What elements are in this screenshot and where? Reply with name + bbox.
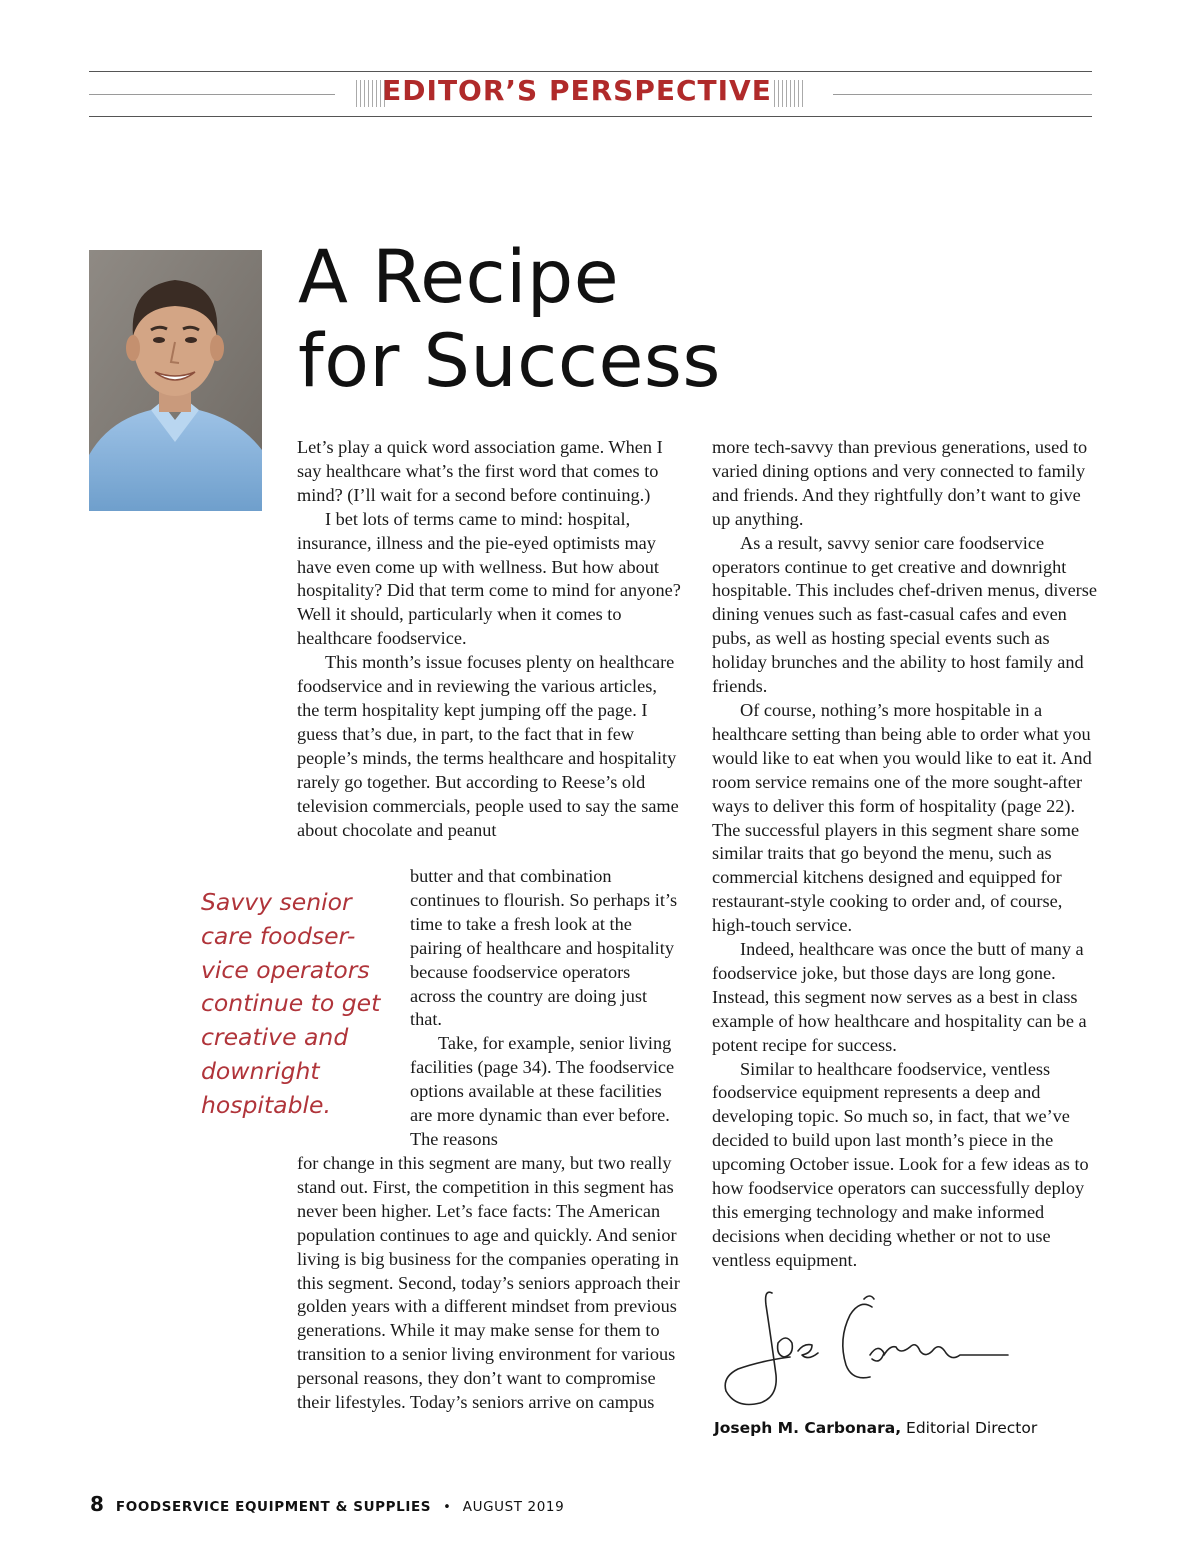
paragraph: for change in this segment are many, but two really stand out. First, the competition in this segment has never been higher. Let’s face facts: The American population continues to age and quickly. And senior living is big business for the companies operating in this segment. Second, today’s seniors approach their golden years with a different mindset from previous generations. While it may make sense for them to transition to a senior living environment for various personal reasons, they don’t want to compromise their lifestyles. Today’s seniors arrive on campus [297, 1153, 680, 1413]
header-ticks-right [774, 80, 803, 107]
page-footer [90, 1492, 564, 1516]
editor-title: Editorial Director [901, 1419, 1038, 1437]
body-column-left-narrow [410, 865, 678, 1152]
paragraph: I bet lots of terms came to mind: hospital, insurance, illness and the pie-eyed optimists may have even come up with wellness. But how about hospitality? Did that term come to mind for anyone? Well it should, particularly when it comes to healthcare foodservice. [297, 508, 681, 649]
page-number: 8 [90, 1492, 104, 1516]
paragraph: This month’s issue focuses plenty on healthcare foodservice and in reviewing the various articles, the term hospitality kept jumping off the page. I guess that’s due, in part, to the fact that in few people’s minds, the terms healthcare and hospitality rarely go together. But according to Reese’s old television commercials, people used to say the same about chocolate and peanut [297, 652, 679, 840]
paragraph: Of course, nothing’s more hospitable in a healthcare setting than being able to order what you would like to eat when you would like to eat it. And room service remains one of the more sought-after ways to deliver this form of hospitality (page 22). The successful players in this segment share some similar traits that go beyond the menu, such as commercial kitchens designed and equipped for restaurant-style cooking to order and, of course, high-touch service. [712, 699, 1092, 936]
header-line-right [833, 94, 1092, 95]
section-title: EDITOR’S PERSPECTIVE [382, 74, 772, 107]
paragraph: Take, for example, senior living facilities (page 34). The foodservice options available at these facilities are more dynamic than ever before. The reasons [410, 1033, 675, 1149]
body-column-left-lower [297, 1152, 681, 1415]
paragraph: Indeed, healthcare was once the butt of many a foodservice joke, but those days are long gone. Instead, this segment now serves as a best in class example of how healthcare and hospitality can be a potent recipe for success. [712, 939, 1087, 1055]
paragraph: butter and that combination continues to flourish. So perhaps it’s time to take a fresh look at the pairing of healthcare and hospitality because foodservice operators across the country are doing just that. [410, 866, 678, 1030]
header-line-left [89, 94, 335, 95]
article-title [298, 236, 721, 404]
pull-quote: Savvy senior care foodser-vice operators continue to get creative and downright hospitable. [201, 888, 381, 1119]
body-column-right [712, 436, 1098, 1273]
editor-portrait-icon [89, 250, 262, 511]
paragraph: Similar to healthcare foodservice, ventless foodservice equipment represents a deep and developing topic. So much so, in fact, that we’ve decided to build upon last month’s piece in the upcoming October issue. Look for a few ideas as to how foodservice operators can successfully deploy this emerging technology and make informed decisions when deciding whether or not to use ventless equipment. [712, 1058, 1089, 1270]
body-column-left-upper [297, 436, 681, 842]
footer-separator: • [443, 1500, 451, 1515]
issue-date: AUGUST 2019 [462, 1499, 565, 1515]
publication-name: FOODSERVICE EQUIPMENT & SUPPLIES [115, 1499, 432, 1515]
article-title-line-2: for Success [298, 319, 721, 404]
bottom-rule [89, 116, 1092, 117]
article-title-line-1: A Recipe [298, 235, 620, 320]
editor-name: Joseph M. Carbonara, [714, 1419, 902, 1437]
signature-caption [714, 1419, 1037, 1437]
handwritten-signature-icon [720, 1285, 1020, 1415]
paragraph: more tech-savvy than previous generations, used to varied dining options and very connected to family and friends. And they rightfully don’t want to give up anything. [712, 437, 1088, 529]
top-rule [89, 71, 1092, 72]
paragraph: As a result, savvy senior care foodservice operators continue to get creative and downright hospitable. This includes chef-driven menus, diverse dining venues such as fast-casual cafes and even pubs, as well as hosting special events such as holiday brunches and the ability to host family and friends. [712, 532, 1097, 697]
paragraph: Let’s play a quick word association game. When I say healthcare what’s the first word that comes to mind? (I’ll wait for a second before continuing.) [297, 437, 663, 505]
